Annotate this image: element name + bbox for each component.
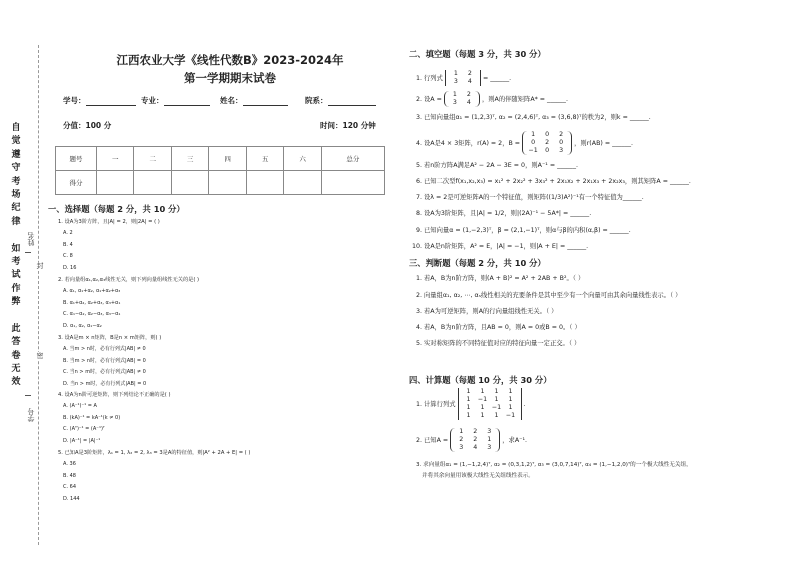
matrix-entry: −1 xyxy=(477,396,488,403)
matrix-entry: −1 xyxy=(505,412,516,419)
matrix-entry: 1 xyxy=(466,412,471,419)
reminder-char: 考 xyxy=(11,256,21,267)
reminder-char: 卷 xyxy=(11,350,21,361)
matrix-entry: 3 xyxy=(487,444,492,451)
score-header-cell: 二 xyxy=(134,147,171,171)
s1-option[interactable]: C. 8 xyxy=(63,253,73,260)
s1-question: 2. 若向量组α₁,α₂,α₃线性无关，则下列向量组线性无关的是( ) xyxy=(58,277,200,283)
matrix-entry: 3 xyxy=(452,99,457,106)
name-blank xyxy=(25,252,31,253)
matrix-entry: 0 xyxy=(545,131,550,138)
s1-option[interactable]: B. (kA)⁻¹ = kA⁻¹(k ≠ 0) xyxy=(63,414,121,421)
score-table-header xyxy=(56,147,385,171)
s1-option[interactable]: B. 48 xyxy=(63,472,76,479)
matrix-entry: −1 xyxy=(491,404,502,411)
matrix-entry: 1 xyxy=(459,428,464,435)
matrix-entry: 2 xyxy=(559,131,564,138)
s2-q6: 6. 已知二次型f(x₁,x₂,x₃) = x₁² + 2x₂² + 3x₃² + 2x₁x₂ + 2x₁x₃ + 2x₂x₃，则其矩阵A = ______. xyxy=(416,178,691,185)
s1-option[interactable]: C. (Aᵀ)⁻¹ = (A⁻¹)ᵀ xyxy=(63,426,105,433)
exam-title: 江西农业大学《线性代数B》2023-2024年 xyxy=(116,53,344,67)
matrix-entry: 1 xyxy=(480,388,485,395)
score-header-cell: 五 xyxy=(246,147,283,171)
s4-q1-prefix: 1. 计算行列式 xyxy=(416,401,456,408)
score-cell[interactable] xyxy=(134,171,171,195)
s2-q8: 8. 设A为3阶矩阵，且|A| = 1/2，则|(2A)⁻¹ − 5A*| = ______. xyxy=(416,210,592,217)
reminder-char: 试 xyxy=(11,270,21,281)
matrix-entry: 2 xyxy=(459,436,464,443)
matrix-entry: 1 xyxy=(487,436,492,443)
s2-q10: 10. 设A是n阶矩阵，A² = E，|A| = −1，则|A + E| = ______. xyxy=(412,243,589,250)
s1-option[interactable]: B. 4 xyxy=(63,241,73,248)
matrix-entry: 1 xyxy=(452,91,457,98)
s2-q1-suffix: = ______. xyxy=(482,75,512,82)
score-cell[interactable] xyxy=(209,171,246,195)
score-header-cell: 题号 xyxy=(56,147,97,171)
reminder-char: 答 xyxy=(11,337,21,348)
reminder-char: 场 xyxy=(11,189,21,200)
s1-option[interactable]: A. 2 xyxy=(63,230,73,236)
matrix-row xyxy=(449,78,477,86)
matrix-row xyxy=(526,139,568,147)
s2-q1-prefix: 1. 行列式 xyxy=(416,75,443,82)
s2-q2-prefix: 2. 设A = xyxy=(416,96,442,103)
s2-q5: 5. 若n阶方阵A满足A² − 2A − 3E = 0，则A⁻¹ = ______. xyxy=(416,162,578,169)
score-cell[interactable] xyxy=(246,171,283,195)
seal-char-mi: 密 xyxy=(36,352,44,360)
matrix-entry: 2 xyxy=(466,91,471,98)
reminder-char: 律 xyxy=(11,216,21,227)
s1-question: 4. 设A为n阶可逆矩阵，则下列结论不正确的是( ) xyxy=(58,392,171,398)
score-cell[interactable] xyxy=(284,171,321,195)
reminder-char: 觉 xyxy=(11,136,21,147)
matrix-row xyxy=(462,412,518,420)
matrix-entry: 1 xyxy=(453,70,458,77)
matrix-entry: 0 xyxy=(545,147,550,154)
s2-q7: 7. 设λ = 2是可逆矩阵A的一个特征值，则矩阵((1/3)A²)⁻¹有一个特征值为______. xyxy=(416,194,644,201)
s3-q4: 4. 若A，B为n阶方阵，且AB = 0，则A = 0或B = 0。（ ） xyxy=(416,324,581,331)
matrix-entry: 4 xyxy=(466,99,471,106)
s2-q4 xyxy=(416,131,633,155)
s3-q1: 1. 若A，B为n阶方阵，则(A + B)² = A² + 2AB + B²。（ ） xyxy=(416,275,585,282)
score-row-label: 得分 xyxy=(56,171,97,195)
reminder-char: 作 xyxy=(11,283,21,294)
section1-heading: 一、选择题（每题 2 分，共 10 分） xyxy=(48,204,185,214)
matrix-entry: 3 xyxy=(487,428,492,435)
matrix-entry: 3 xyxy=(453,78,458,85)
s1-option[interactable]: A. (A⁻¹)⁻¹ = A xyxy=(63,403,97,409)
s4-q2 xyxy=(416,428,527,452)
score-table-row xyxy=(56,171,385,195)
matrix-entry: 0 xyxy=(531,139,536,146)
s4-q2-suffix: ，求A⁻¹. xyxy=(502,437,527,444)
matrix-entry: 1 xyxy=(466,404,471,411)
matrix-entry: 1 xyxy=(480,404,485,411)
student-id-field[interactable] xyxy=(63,95,136,106)
reminder-char: 效 xyxy=(11,377,21,388)
s4-q1 xyxy=(416,388,526,420)
s1-option[interactable]: C. 64 xyxy=(63,484,77,491)
score-header-cell: 三 xyxy=(171,147,208,171)
s3-q2: 2. 向量组α₁, α₂, ⋯, αₛ线性相关的充要条件是其中至少有一个向量可由其余向量线性表示。（ ） xyxy=(416,292,682,299)
s1-option[interactable]: B. α₁+α₂, α₂+α₃, α₃+α₁ xyxy=(63,299,121,306)
exam-subtitle: 第一学期期末试卷 xyxy=(184,71,276,85)
matrix-entry: 4 xyxy=(467,78,472,85)
matrix-entry: 4 xyxy=(473,444,478,451)
s1-option[interactable]: C. 当n > m时，必有行列式|AB| ≠ 0 xyxy=(63,369,146,376)
s2-q1-determinant xyxy=(445,70,481,86)
matrix-entry: 2 xyxy=(473,428,478,435)
s2-q2-matrix xyxy=(444,91,480,107)
name-field[interactable] xyxy=(220,95,288,106)
matrix-row xyxy=(449,70,477,78)
s4-q3-line1: 3. 求向量组α₁ = (1,−1,2,4)ᵀ, α₂ = (0,3,1,2)ᵀ, α₃ = (3,0,7,14)ᵀ, α₄ = (1,−1,2,0)ᵀ的一个极大线性无关组， xyxy=(416,462,692,468)
matrix-entry: 1 xyxy=(466,396,471,403)
seal-label-id: 学号 xyxy=(27,408,35,422)
exam-discipline-reminder xyxy=(10,122,22,390)
s4-q3-line2: 并将其余向量用该极大线性无关组线性表示。 xyxy=(422,473,534,479)
s2-q1 xyxy=(416,70,511,86)
reminder-char: 弊 xyxy=(11,297,21,308)
s1-option[interactable]: D. α₁, α₂, α₁−α₂ xyxy=(63,322,102,329)
reminder-char xyxy=(10,309,22,322)
matrix-entry: 2 xyxy=(473,436,478,443)
reminder-char: 无 xyxy=(11,364,21,375)
department-field[interactable] xyxy=(305,95,376,106)
matrix-entry: 3 xyxy=(559,147,564,154)
score-cell[interactable] xyxy=(97,171,134,195)
department-label: 院系： xyxy=(305,96,328,105)
s1-option[interactable]: D. 144 xyxy=(63,495,80,502)
matrix-row xyxy=(454,436,496,444)
score-cell[interactable] xyxy=(321,171,384,195)
s4-q2-prefix: 2. 已知A = xyxy=(416,437,449,444)
reminder-char: 守 xyxy=(11,163,21,174)
matrix-row xyxy=(462,404,518,412)
name-label: 姓名： xyxy=(220,96,243,105)
matrix-row xyxy=(448,91,476,99)
s1-option[interactable]: C. α₁−α₂, α₂−α₃, α₃−α₁ xyxy=(63,311,121,318)
matrix-row xyxy=(462,396,518,404)
s2-q3: 3. 已知向量组α₁ = (1,2,3)ᵀ, α₂ = (2,4,6)ᵀ, α₃ = (3,6,8)ᵀ的秩为2，则k = ______. xyxy=(416,114,651,121)
reminder-char: 纪 xyxy=(11,203,21,214)
reminder-char: 考 xyxy=(11,176,21,187)
s4-q1-determinant xyxy=(458,388,522,420)
seal-label-name: 姓名 xyxy=(27,232,35,246)
section2-heading: 二、填空题（每题 3 分，共 30 分） xyxy=(409,49,546,59)
reminder-char: 遵 xyxy=(11,149,21,160)
s3-q5: 5. 实对称矩阵的不同特征值对应的特征向量一定正交。（ ） xyxy=(416,340,581,347)
matrix-entry: 1 xyxy=(494,388,499,395)
s1-option[interactable]: D. |A⁻¹| = |A|⁻¹ xyxy=(63,437,101,444)
score-cell[interactable] xyxy=(171,171,208,195)
s2-q9: 9. 已知向量α = (1,−2,3)ᵀ，β = (2,1,−1)ᵀ，则α与β的内积(α,β) = ______. xyxy=(416,227,631,234)
reminder-char: 自 xyxy=(11,123,21,133)
matrix-row xyxy=(448,99,476,107)
s1-option[interactable]: D. 当n > m时，必有行列式|AB| = 0 xyxy=(63,380,147,387)
s1-option[interactable]: A. 当m > n时，必有行列式|AB| ≠ 0 xyxy=(63,346,146,352)
s1-option[interactable]: A. α₁, α₁+α₂, α₁+α₂+α₃ xyxy=(63,288,121,294)
major-label: 专业： xyxy=(141,96,164,105)
score-header-cell: 总分 xyxy=(321,147,384,171)
matrix-row xyxy=(462,388,518,396)
reminder-char: 此 xyxy=(11,323,21,334)
s2-q2 xyxy=(416,91,568,107)
reminder-char: 如 xyxy=(11,243,21,254)
section4-heading: 四、计算题（每题 10 分，共 30 分） xyxy=(409,375,552,385)
score-header-cell: 一 xyxy=(97,147,134,171)
matrix-entry: 1 xyxy=(466,388,471,395)
matrix-row xyxy=(526,131,568,139)
s2-q2-suffix: ，则A的伴随矩阵A* = ______. xyxy=(481,96,568,103)
score-info: 分值：100 分 xyxy=(63,121,112,130)
matrix-row xyxy=(526,147,568,155)
score-header-cell: 六 xyxy=(284,147,321,171)
s2-q4-matrix xyxy=(522,131,572,155)
time-info: 时间：120 分钟 xyxy=(320,121,376,130)
matrix-entry: 1 xyxy=(508,404,513,411)
matrix-entry: 1 xyxy=(494,396,499,403)
s1-option[interactable]: B. 当m > n时，必有行列式|AB| = 0 xyxy=(63,357,146,364)
s1-option[interactable]: A. 36 xyxy=(63,461,76,467)
student-id-label: 学号： xyxy=(63,96,86,105)
major-field[interactable] xyxy=(141,95,210,106)
s2-q4-prefix: 4. 设A是4 × 3矩阵，r(A) = 2，B = xyxy=(416,140,521,147)
seal-line xyxy=(38,45,53,545)
matrix-entry: 1 xyxy=(480,412,485,419)
matrix-entry: 2 xyxy=(545,139,550,146)
s1-question: 3. 设A是m × n矩阵，B是n × m矩阵，则( ) xyxy=(58,335,162,341)
s1-question: 1. 设A为3阶方阵，且|A| = 2，则|2A| = ( ) xyxy=(58,219,160,225)
reminder-char xyxy=(10,229,22,242)
matrix-entry: 1 xyxy=(531,131,536,138)
id-blank xyxy=(25,395,31,396)
score-table xyxy=(55,146,385,195)
matrix-row xyxy=(454,444,496,452)
s4-q2-matrix xyxy=(450,428,500,452)
seal-char-feng: 封 xyxy=(36,262,44,270)
matrix-entry: 1 xyxy=(494,412,499,419)
matrix-entry: 1 xyxy=(508,396,513,403)
s1-question: 5. 已知A是3阶矩阵，λ₁ = 1, λ₂ = 2, λ₃ = 3是A的特征值，则|A² + 2A + E| = ( ) xyxy=(58,450,251,456)
s4-q1-suffix: . xyxy=(523,401,526,408)
s3-q3: 3. 若A为可逆矩阵，则A的行向量组线性无关。（ ） xyxy=(416,308,558,315)
section3-heading: 三、判断题（每题 2 分，共 10 分） xyxy=(409,258,546,268)
matrix-entry: 3 xyxy=(459,444,464,451)
matrix-entry: 1 xyxy=(508,388,513,395)
matrix-row xyxy=(454,428,496,436)
s2-q4-suffix: ，则r(AB) = ______. xyxy=(574,140,634,147)
matrix-entry: −1 xyxy=(528,147,538,154)
s1-option[interactable]: D. 16 xyxy=(63,264,77,271)
matrix-entry: 2 xyxy=(467,70,472,77)
score-header-cell: 四 xyxy=(209,147,246,171)
matrix-entry: 0 xyxy=(559,139,564,146)
